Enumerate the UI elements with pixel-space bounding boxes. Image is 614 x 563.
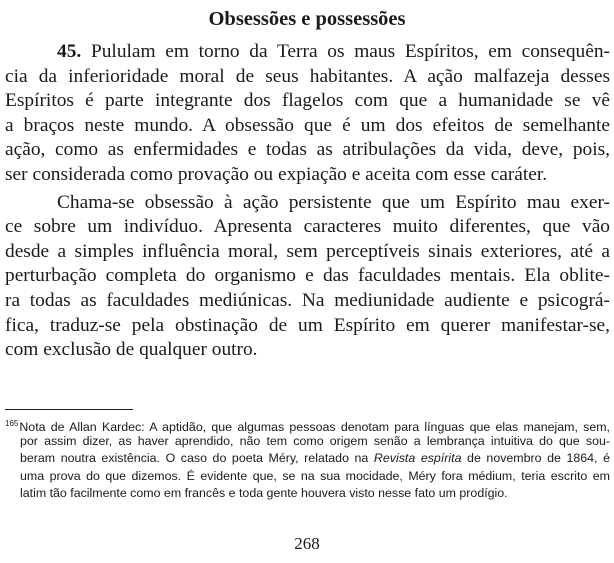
- journal-title: Revista espírita: [373, 451, 462, 465]
- text-line: ação, como as enfermidades e todas as atribulações da vida, deve, pois,: [5, 139, 610, 161]
- text-line: Espíritos é parte integrante dos flagelos com que a humanidade se vê: [5, 90, 610, 112]
- text-line: desde a simples influência moral, sem perceptíveis sinais exteriores, até a: [5, 240, 610, 262]
- text-line: Chama-se obsessão à ação persistente que um Espírito mau exer-: [57, 191, 610, 213]
- footnote-divider: [5, 409, 133, 410]
- text-line: ra todas as faculdades mediúnicas. Na mediunidade audiente e psicográ-: [5, 289, 610, 311]
- footnote-line: beram noutra existência. O caso do poeta Méry, relatado na Revista espírita de novembro de 1864, é: [20, 451, 610, 465]
- text-line: 45. Pululam em torno da Terra os maus Espíritos, em consequên-: [57, 41, 610, 62]
- text-line: perturbação completa do organismo e das faculdades mentais. Ela oblite-: [5, 265, 610, 287]
- main-text: [5, 40, 610, 363]
- paragraph-number: 45.: [57, 41, 82, 62]
- footnote-165: [5, 415, 610, 503]
- text-line: cia da inferioridade moral de seus habitantes. A ação malfazeja desses: [5, 65, 610, 87]
- text-line: com exclusão de qualquer outro.: [5, 339, 258, 361]
- text-line: fica, traduz-se pela obstinação de um Espírito em querer manifestar-se,: [5, 314, 610, 336]
- section-heading: Obsessões e possessões: [208, 8, 406, 30]
- footnote-line: por assim dizer, as haver aprendido, não tem como origem senão a lembrança intuitiva do que sou-: [20, 433, 610, 448]
- text-line: ser considerada como provação ou expiação e aceita com esse caráter.: [5, 163, 548, 185]
- paragraph-45: [5, 40, 610, 188]
- footnote-line: $^{165}$Nota de Allan Kardec: A aptidão, que algumas pessoas denotam para línguas que elas manejam, sem,: [5, 419, 610, 434]
- paragraph-obsession: [5, 191, 610, 363]
- footnote-line: uma prova do que dizemos. É evidente que, se na sua mocidade, Méry fora médium, teria escrito em: [20, 468, 610, 483]
- footnote-marker: 165: [5, 419, 19, 428]
- text-line: ce sobre um indivíduo. Apresenta caracteres muito diferentes, que vão: [5, 216, 610, 238]
- page-number: 268: [294, 534, 320, 553]
- footnote-line: latim tão facilmente como em francês e toda gente houvera visto nesse fato um prodígio.: [20, 486, 508, 500]
- text-line: a braços neste mundo. A obsessão que é um dos efeitos de semelhante: [5, 114, 610, 136]
